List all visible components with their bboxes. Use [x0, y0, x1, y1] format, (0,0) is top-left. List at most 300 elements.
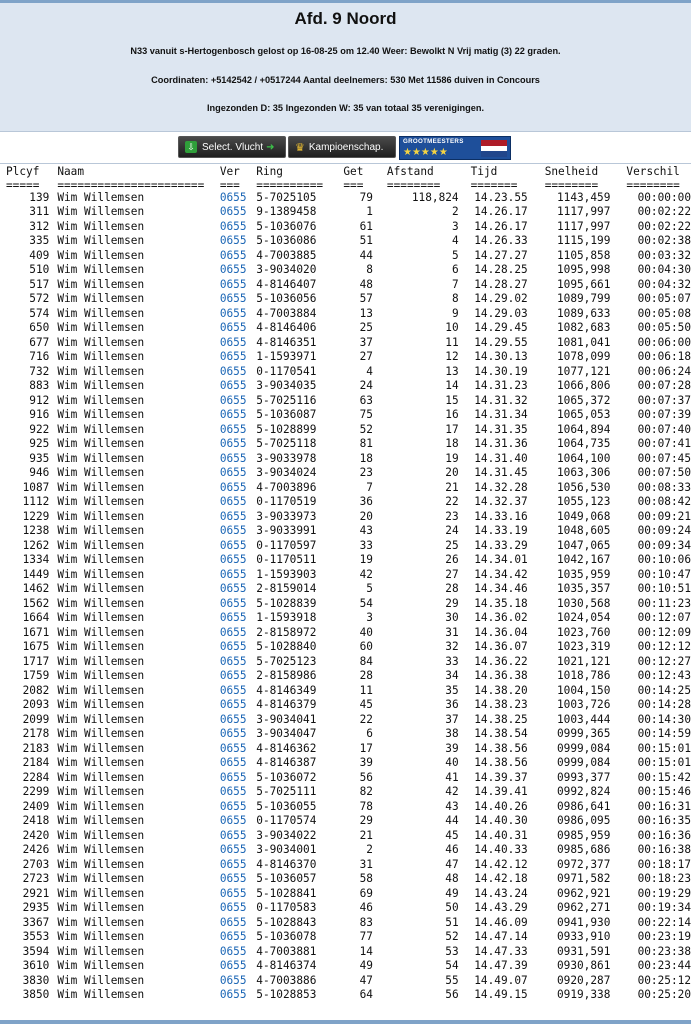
cell-snelheid: 1024,054 [556, 611, 611, 624]
cell-ver[interactable]: 0655 [219, 205, 247, 218]
cell-tijd: 14.31.36 [474, 437, 528, 450]
cell-ver[interactable]: 0655 [219, 451, 247, 465]
cell-naam: Wim Willemsen [57, 756, 145, 769]
cell-ring: 4-8146407 [256, 277, 317, 291]
cell-naam: Wim Willemsen [57, 277, 145, 291]
cell-ver[interactable]: 0655 [219, 466, 247, 479]
cell-snelheid: 0941,930 [556, 915, 611, 929]
table-row [0, 872, 691, 887]
page-title: Afd. 9 Noord [294, 9, 397, 28]
table-row [0, 742, 691, 757]
cell-ver[interactable]: 0655 [219, 611, 247, 624]
cell-ring: 9-1389458 [256, 205, 317, 218]
kampioenschap-button[interactable]: ♛ Kampioenschap. [288, 136, 396, 158]
cell-ver[interactable]: 0655 [219, 698, 247, 711]
cell-ver[interactable]: 0655 [219, 669, 247, 682]
table-row [0, 655, 691, 670]
cell-naam: Wim Willemsen [57, 683, 145, 697]
table-row [0, 959, 691, 974]
cell-snelheid: 0919,338 [556, 988, 611, 1001]
cell-verschil: 00:19:34 [637, 901, 691, 914]
cell-afstand: 11 [445, 335, 459, 349]
dutch-flag-icon [481, 140, 507, 157]
cell-ver[interactable]: 0655 [219, 959, 247, 972]
cell-snelheid: 1065,372 [556, 393, 611, 407]
table-row [0, 626, 691, 641]
cell-afstand: 53 [445, 944, 459, 958]
cell-ver[interactable]: 0655 [219, 422, 247, 436]
cell-ver[interactable]: 0655 [219, 712, 247, 726]
cell-tijd: 14.26.17 [474, 219, 528, 233]
cell-plcyf: 2183 [22, 741, 50, 755]
cell-ver[interactable]: 0655 [219, 596, 247, 610]
cell-tijd: 14.36.04 [474, 625, 528, 639]
cell-ver[interactable]: 0655 [219, 756, 247, 769]
cell-get: 19 [359, 553, 373, 566]
cell-afstand: 34 [445, 669, 459, 682]
cell-ver[interactable]: 0655 [219, 495, 247, 508]
cell-get: 11 [359, 683, 373, 697]
cell-plcyf: 2299 [22, 785, 50, 798]
cell-ring: 4-8146351 [256, 335, 317, 349]
cell-get: 25 [359, 321, 373, 334]
cell-snelheid: 1030,568 [556, 596, 611, 610]
cell-snelheid: 1117,997 [556, 219, 611, 233]
cell-get: 21 [359, 828, 373, 842]
cell-afstand: 24 [445, 524, 459, 537]
bottom-border [0, 1020, 691, 1024]
cell-plcyf: 574 [29, 306, 50, 320]
cell-afstand: 51 [445, 915, 459, 929]
cell-ver[interactable]: 0655 [219, 509, 247, 523]
cell-ver[interactable]: 0655 [219, 350, 247, 363]
cell-afstand: 10 [445, 321, 459, 334]
cell-afstand: 30 [445, 611, 459, 624]
cell-ring: 3-9034001 [256, 843, 317, 856]
cell-verschil: 00:06:18 [637, 350, 691, 363]
cell-snelheid: 0920,287 [556, 973, 611, 987]
cell-get: 78 [359, 799, 373, 813]
cell-snelheid: 0999,365 [556, 727, 611, 740]
cell-get: 60 [359, 640, 373, 653]
cell-afstand: 3 [451, 219, 459, 233]
cell-ver[interactable]: 0655 [219, 640, 247, 653]
cell-afstand: 19 [445, 451, 459, 465]
cell-naam: Wim Willemsen [57, 785, 145, 798]
cell-naam: Wim Willemsen [57, 611, 145, 624]
cell-ring: 1-1593918 [256, 611, 317, 624]
cell-ring: 4-8146370 [256, 857, 317, 871]
cell-get: 48 [359, 277, 373, 291]
table-row [0, 771, 691, 786]
cell-naam: Wim Willemsen [57, 553, 145, 566]
cell-naam: Wim Willemsen [57, 640, 145, 653]
cell-afstand: 55 [445, 973, 459, 987]
cell-ver[interactable]: 0655 [219, 364, 247, 378]
cell-afstand: 5 [451, 248, 459, 262]
cell-naam: Wim Willemsen [57, 654, 145, 668]
cell-afstand: 14 [445, 379, 459, 392]
cell-verschil: 00:15:01 [637, 756, 691, 769]
cell-ver[interactable]: 0655 [219, 814, 247, 827]
underline-plcyf: ===== [6, 178, 40, 192]
results-header [0, 3, 691, 132]
cell-plcyf: 2426 [22, 843, 50, 856]
cell-ver[interactable]: 0655 [219, 335, 247, 349]
cell-snelheid: 1023,319 [556, 640, 611, 653]
table-row [0, 611, 691, 626]
cell-snelheid: 0986,095 [556, 814, 611, 827]
cell-verschil: 00:16:36 [637, 828, 691, 842]
cell-plcyf: 1112 [22, 495, 50, 508]
cell-verschil: 00:22:14 [637, 915, 691, 929]
cell-ver[interactable]: 0655 [219, 828, 247, 842]
cell-afstand: 118,824 [411, 190, 459, 204]
cell-get: 43 [359, 524, 373, 537]
cell-tijd: 14.32.28 [474, 480, 528, 494]
cell-get: 23 [359, 466, 373, 479]
cell-plcyf: 3594 [22, 944, 50, 958]
cell-get: 42 [359, 567, 373, 581]
cell-tijd: 14.39.41 [474, 785, 528, 798]
cell-ver[interactable]: 0655 [219, 857, 247, 871]
cell-snelheid: 0962,271 [556, 901, 611, 914]
cell-ver[interactable]: 0655 [219, 625, 247, 639]
cell-afstand: 36 [445, 698, 459, 711]
cell-verschil: 00:04:32 [637, 277, 691, 291]
cell-snelheid: 1081,041 [556, 335, 611, 349]
cell-ver[interactable]: 0655 [219, 480, 247, 494]
cell-ver[interactable]: 0655 [219, 567, 247, 581]
cell-ver[interactable]: 0655 [219, 306, 247, 320]
cell-ver[interactable]: 0655 [219, 379, 247, 392]
cell-ver[interactable]: 0655 [219, 973, 247, 987]
cell-tijd: 14.33.19 [474, 524, 528, 537]
cell-ver[interactable]: 0655 [219, 872, 247, 885]
cell-snelheid: 1042,167 [556, 553, 611, 566]
cell-tijd: 14.46.09 [474, 915, 528, 929]
cell-snelheid: 0930,861 [556, 959, 611, 972]
cell-ver[interactable]: 0655 [219, 886, 247, 900]
cell-plcyf: 510 [29, 263, 50, 276]
cell-plcyf: 3830 [22, 973, 50, 987]
cell-naam: Wim Willemsen [57, 219, 145, 233]
cell-ring: 5-7025118 [256, 437, 317, 450]
grootmeesters-button[interactable] [399, 136, 511, 160]
cell-snelheid: 1065,053 [556, 408, 611, 421]
cell-ver[interactable]: 0655 [219, 234, 247, 247]
cell-plcyf: 1717 [22, 654, 50, 668]
cell-ver[interactable]: 0655 [219, 582, 247, 595]
cell-afstand: 37 [445, 712, 459, 726]
cell-get: 5 [366, 582, 373, 595]
cell-naam: Wim Willemsen [57, 379, 145, 392]
cell-afstand: 40 [445, 756, 459, 769]
cell-get: 20 [359, 509, 373, 523]
cell-afstand: 26 [445, 553, 459, 566]
cell-plcyf: 2418 [22, 814, 50, 827]
cell-afstand: 39 [445, 741, 459, 755]
table-row [0, 800, 691, 815]
cell-plcyf: 677 [29, 335, 50, 349]
cell-afstand: 56 [445, 988, 459, 1001]
cell-ver[interactable]: 0655 [219, 915, 247, 929]
cell-ver[interactable]: 0655 [219, 944, 247, 958]
underline-get: === [343, 178, 364, 192]
cell-verschil: 00:23:19 [637, 930, 691, 943]
cell-naam: Wim Willemsen [57, 437, 145, 450]
cell-verschil: 00:07:39 [637, 408, 691, 421]
table-row [0, 988, 691, 1003]
cell-ring: 5-1028853 [256, 988, 317, 1001]
cell-ring: 3-9034047 [256, 727, 317, 740]
table-row [0, 263, 691, 278]
column-header-snelheid: Snelheid [544, 165, 599, 178]
cell-ver[interactable]: 0655 [219, 408, 247, 421]
cell-snelheid: 0992,824 [556, 785, 611, 798]
cell-snelheid: 1064,894 [556, 422, 611, 436]
cell-ring: 4-8146387 [256, 756, 317, 769]
cell-ver[interactable]: 0655 [219, 683, 247, 697]
grootmeesters-label: GROOTMEESTERS [403, 138, 464, 145]
cell-snelheid: 1066,806 [556, 379, 611, 392]
cell-ring: 3-9033991 [256, 524, 317, 537]
cell-tijd: 14.40.30 [474, 814, 528, 827]
cell-ring: 4-8146349 [256, 683, 317, 697]
cell-tijd: 14.31.32 [474, 393, 528, 407]
cell-verschil: 00:09:21 [637, 509, 691, 523]
cell-ring: 4-7003884 [256, 306, 317, 320]
cell-ver[interactable]: 0655 [219, 843, 247, 856]
cell-plcyf: 2284 [22, 770, 50, 784]
column-headers [0, 165, 691, 180]
cell-naam: Wim Willemsen [57, 944, 145, 958]
cell-ver[interactable]: 0655 [219, 930, 247, 943]
cell-snelheid: 0993,377 [556, 770, 611, 784]
cell-get: 31 [359, 857, 373, 871]
cell-ver[interactable]: 0655 [219, 988, 247, 1001]
cell-ring: 5-7025123 [256, 654, 317, 668]
table-row [0, 220, 691, 235]
underline-snelheid: ======== [544, 178, 599, 192]
cell-ring: 5-1036087 [256, 408, 317, 421]
cell-verschil: 00:15:01 [637, 741, 691, 755]
cell-ver[interactable]: 0655 [219, 553, 247, 566]
cell-afstand: 32 [445, 640, 459, 653]
column-header-afstand: Afstand [386, 165, 434, 178]
cell-naam: Wim Willemsen [57, 321, 145, 334]
cell-get: 45 [359, 698, 373, 711]
cell-naam: Wim Willemsen [57, 306, 145, 320]
cell-verschil: 00:04:30 [637, 263, 691, 276]
table-row [0, 843, 691, 858]
cell-verschil: 00:12:43 [637, 669, 691, 682]
cell-snelheid: 1048,605 [556, 524, 611, 537]
cell-get: 51 [359, 234, 373, 247]
cell-ver[interactable]: 0655 [219, 901, 247, 914]
cell-afstand: 46 [445, 843, 459, 856]
cell-ver[interactable]: 0655 [219, 799, 247, 813]
cell-snelheid: 1056,530 [556, 480, 611, 494]
cell-verschil: 00:25:20 [637, 988, 691, 1001]
cell-get: 2 [366, 843, 373, 856]
column-header-naam: Naam [57, 165, 85, 178]
cell-snelheid: 0962,921 [556, 886, 611, 900]
cell-naam: Wim Willemsen [57, 669, 145, 682]
cell-tijd: 14.29.55 [474, 335, 528, 349]
cell-ver[interactable]: 0655 [219, 741, 247, 755]
table-row [0, 829, 691, 844]
cell-afstand: 25 [445, 538, 459, 552]
cell-ring: 5-7025116 [256, 393, 317, 407]
cell-ver[interactable]: 0655 [219, 538, 247, 552]
cell-afstand: 12 [445, 350, 459, 363]
cell-verschil: 00:19:29 [637, 886, 691, 900]
table-row [0, 423, 691, 438]
cell-verschil: 00:23:44 [637, 959, 691, 972]
cell-ring: 3-9034024 [256, 466, 317, 479]
table-row [0, 727, 691, 742]
cell-naam: Wim Willemsen [57, 582, 145, 595]
cell-ver[interactable]: 0655 [219, 393, 247, 407]
cell-tijd: 14.34.46 [474, 582, 528, 595]
cell-snelheid: 1055,123 [556, 495, 611, 508]
cell-verschil: 00:15:46 [637, 785, 691, 798]
cell-snelheid: 1035,357 [556, 582, 611, 595]
cell-snelheid: 1089,799 [556, 292, 611, 305]
cell-plcyf: 1087 [22, 480, 50, 494]
cell-tijd: 14.36.07 [474, 640, 528, 653]
table-row [0, 205, 691, 220]
cell-naam: Wim Willemsen [57, 422, 145, 436]
cell-naam: Wim Willemsen [57, 698, 145, 711]
cell-ver[interactable]: 0655 [219, 248, 247, 262]
cell-verschil: 00:12:12 [637, 640, 691, 653]
cell-ver[interactable]: 0655 [219, 437, 247, 450]
cell-tijd: 14.34.01 [474, 553, 528, 566]
cell-snelheid: 1095,661 [556, 277, 611, 291]
cell-plcyf: 517 [29, 277, 50, 291]
cell-verschil: 00:12:27 [637, 654, 691, 668]
cell-verschil: 00:10:47 [637, 567, 691, 581]
cell-plcyf: 2082 [22, 683, 50, 697]
cell-plcyf: 335 [29, 234, 50, 247]
cell-plcyf: 312 [29, 219, 50, 233]
table-row [0, 684, 691, 699]
cell-ver[interactable]: 0655 [219, 654, 247, 668]
cell-get: 47 [359, 973, 373, 987]
cell-plcyf: 2099 [22, 712, 50, 726]
cell-snelheid: 1105,858 [556, 248, 611, 262]
cell-ver[interactable]: 0655 [219, 190, 247, 204]
cell-afstand: 31 [445, 625, 459, 639]
cell-snelheid: 1003,726 [556, 698, 611, 711]
cell-ver[interactable]: 0655 [219, 524, 247, 537]
cell-ver[interactable]: 0655 [219, 785, 247, 798]
cell-verschil: 00:05:08 [637, 306, 691, 320]
cell-get: 13 [359, 306, 373, 320]
cell-naam: Wim Willemsen [57, 234, 145, 247]
cell-verschil: 00:12:09 [637, 625, 691, 639]
cell-naam: Wim Willemsen [57, 538, 145, 552]
cell-snelheid: 1078,099 [556, 350, 611, 363]
table-row [0, 669, 691, 684]
underline-ver: === [219, 178, 240, 192]
cell-tijd: 14.43.24 [474, 886, 528, 900]
results-table [0, 165, 691, 1003]
table-row [0, 292, 691, 307]
table-row [0, 858, 691, 873]
stars-icon: ★★★★★ [403, 147, 448, 158]
cell-ring: 2-8159014 [256, 582, 317, 595]
select-vlucht-button[interactable]: ⇩ Select. Vlucht ➜ [178, 136, 286, 158]
cell-get: 81 [359, 437, 373, 450]
cell-ver[interactable]: 0655 [219, 263, 247, 276]
cell-get: 28 [359, 669, 373, 682]
cell-verschil: 00:16:35 [637, 814, 691, 827]
cell-plcyf: 925 [29, 437, 50, 450]
underline-ring: ========== [256, 178, 324, 192]
cell-get: 75 [359, 408, 373, 421]
cell-snelheid: 1049,068 [556, 509, 611, 523]
cell-tijd: 14.39.37 [474, 770, 528, 784]
cell-snelheid: 1117,997 [556, 205, 611, 218]
cell-naam: Wim Willemsen [57, 828, 145, 842]
cell-ver[interactable]: 0655 [219, 219, 247, 233]
cell-plcyf: 716 [29, 350, 50, 363]
cell-verschil: 00:02:38 [637, 234, 691, 247]
cell-ring: 3-9034035 [256, 379, 317, 392]
cell-get: 63 [359, 393, 373, 407]
arrow-right-icon: ➜ [266, 141, 275, 153]
cell-ring: 0-1170597 [256, 538, 317, 552]
cell-verschil: 00:06:00 [637, 335, 691, 349]
cell-naam: Wim Willemsen [57, 741, 145, 755]
cell-ver[interactable]: 0655 [219, 277, 247, 291]
column-header-ver: Ver [219, 165, 240, 178]
cell-ring: 5-1036055 [256, 799, 317, 813]
cell-naam: Wim Willemsen [57, 408, 145, 421]
cell-ring: 5-1036078 [256, 930, 317, 943]
cell-afstand: 49 [445, 886, 459, 900]
cell-ver[interactable]: 0655 [219, 770, 247, 784]
cell-ring: 2-8158986 [256, 669, 317, 682]
cell-verschil: 00:18:23 [637, 872, 691, 885]
cell-verschil: 00:14:59 [637, 727, 691, 740]
column-header-get: Get [343, 165, 364, 178]
cell-get: 40 [359, 625, 373, 639]
cell-ver[interactable]: 0655 [219, 321, 247, 334]
cell-get: 24 [359, 379, 373, 392]
cell-get: 69 [359, 886, 373, 900]
cell-naam: Wim Willemsen [57, 901, 145, 914]
cell-afstand: 52 [445, 930, 459, 943]
cell-afstand: 48 [445, 872, 459, 885]
table-row [0, 814, 691, 829]
cell-snelheid: 0985,686 [556, 843, 611, 856]
cell-ver[interactable]: 0655 [219, 727, 247, 740]
cell-tijd: 14.30.19 [474, 364, 528, 378]
flight-info-line: N33 vanuit s-Hertogenbosch gelost op 16-08-25 om 12.40 Weer: Bewolkt N Vrij matig (3) 22 graden. [130, 46, 561, 56]
header-underline [0, 180, 691, 191]
cell-plcyf: 2093 [22, 698, 50, 711]
table-row [0, 945, 691, 960]
cell-ver[interactable]: 0655 [219, 292, 247, 305]
table-row [0, 191, 691, 206]
cell-tijd: 14.28.25 [474, 263, 528, 276]
cell-afstand: 22 [445, 495, 459, 508]
cell-get: 6 [366, 727, 373, 740]
